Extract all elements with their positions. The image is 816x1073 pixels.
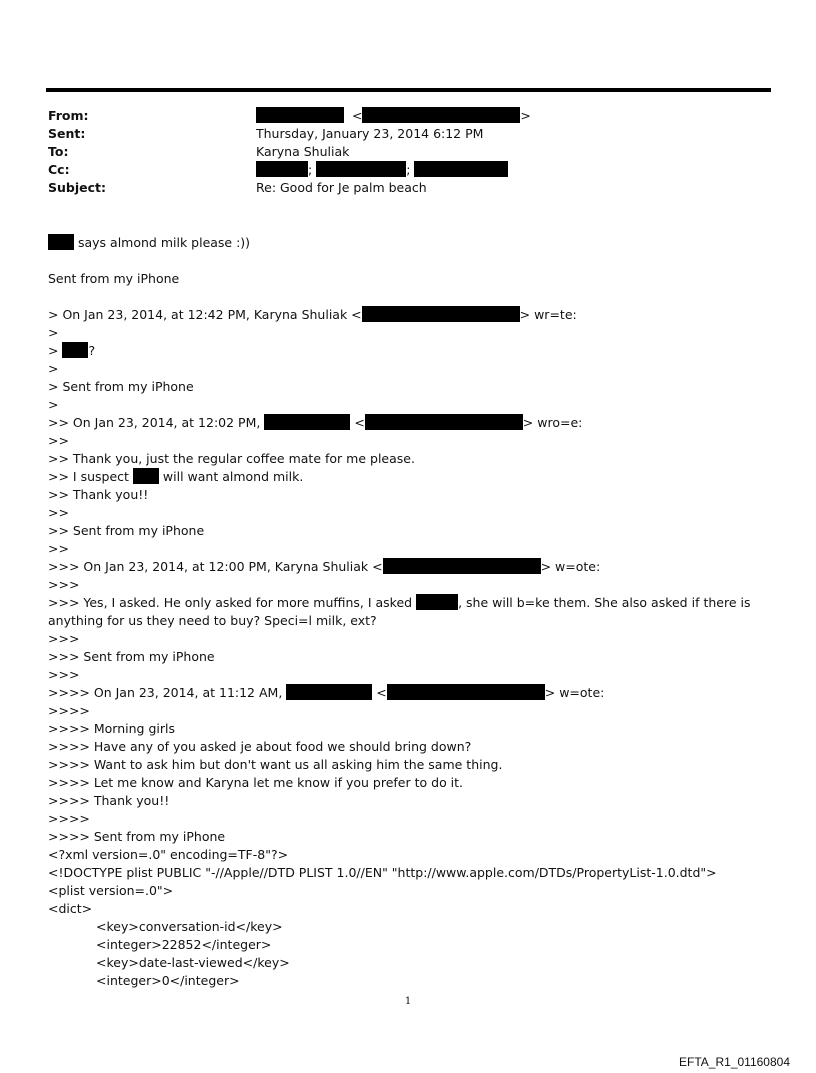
body-line: >>>> Sent from my iPhone: [48, 829, 226, 844]
body-line: >>>> On Jan 23, 2014, at 11:12 AM, < > w=ote:: [48, 685, 605, 700]
body-line: >>>>: [48, 811, 90, 826]
body-line: >> Thank you, just the regular coffee mate for me please.: [48, 451, 415, 466]
body-line: >: [48, 361, 59, 376]
body-line: <!DOCTYPE plist PUBLIC "-//Apple//DTD PLIST 1.0//EN" "http://www.apple.com/DTDs/PropertyList-1.0.dtd">: [48, 865, 717, 880]
cc-value: ; ;: [256, 161, 508, 179]
body-line: >>> On Jan 23, 2014, at 12:00 PM, Karyna Shuliak < > w=ote:: [48, 559, 601, 574]
redaction: [133, 468, 159, 484]
body-line: <?xml version=.0" encoding=TF-8"?>: [48, 847, 289, 862]
body-line: <key>conversation-id</key>: [96, 919, 283, 934]
body-line: >: [48, 397, 59, 412]
redaction: [316, 161, 406, 177]
redaction: [414, 161, 508, 177]
body-line: >> On Jan 23, 2014, at 12:02 PM, < > wro=e:: [48, 415, 583, 430]
body-line: <dict>: [48, 901, 93, 916]
page-number: 1: [404, 996, 412, 1007]
body-line: <integer>22852</integer>: [96, 937, 272, 952]
body-line: >>> Sent from my iPhone: [48, 649, 215, 664]
sent-label: Sent:: [48, 126, 86, 141]
body-line: >>: [48, 505, 69, 520]
cc-label: Cc:: [48, 162, 70, 177]
redaction: [264, 414, 350, 430]
body-line: >>>> Morning girls: [48, 721, 175, 736]
redaction: [383, 558, 541, 574]
from-value: < >: [256, 107, 531, 125]
subject-value: Re: Good for Je palm beach: [256, 180, 427, 195]
body-line: >>: [48, 541, 69, 556]
body-line: >>>> Let me know and Karyna let me know if you prefer to do it.: [48, 775, 464, 790]
body-line: >>>: [48, 631, 80, 646]
to-value: Karyna Shuliak: [256, 144, 350, 159]
body-line: > On Jan 23, 2014, at 12:42 PM, Karyna Shuliak < > wr=te:: [48, 307, 577, 322]
body-line: says almond milk please :)): [48, 234, 250, 252]
body-paragraph: >>> Yes, I asked. He only asked for more muffins, I asked , she will b=ke them. She also asked if there is anything for us they need to buy? Speci=l milk, ext?: [48, 595, 751, 628]
body-line: >>>> Want to ask him but don't want us all asking him the same thing.: [48, 757, 503, 772]
body-line: >>>: [48, 667, 80, 682]
header-rule: [46, 88, 771, 92]
body-line: >>>> Thank you!!: [48, 793, 170, 808]
redaction: [48, 234, 74, 250]
body-line: <plist version=.0">: [48, 883, 174, 898]
redaction: [256, 107, 344, 123]
redaction: [416, 594, 458, 610]
body-line: >> Thank you!!: [48, 487, 149, 502]
body-line: Sent from my iPhone: [48, 271, 180, 286]
body-line: >> I suspect will want almond milk.: [48, 469, 304, 484]
body-line: <key>date-last-viewed</key>: [96, 955, 290, 970]
body-line: > ?: [48, 343, 96, 358]
redaction: [286, 684, 372, 700]
redaction: [256, 161, 308, 177]
redaction: [387, 684, 545, 700]
sent-value: Thursday, January 23, 2014 6:12 PM: [256, 126, 484, 141]
body-line: >>: [48, 433, 69, 448]
body-line: >>>>: [48, 703, 90, 718]
to-label: To:: [48, 144, 69, 159]
redaction: [362, 107, 520, 123]
body-line: <integer>0</integer>: [96, 973, 240, 988]
subject-label: Subject:: [48, 180, 106, 195]
from-label: From:: [48, 108, 89, 123]
body-line: >> Sent from my iPhone: [48, 523, 205, 538]
document-id-footer: EFTA_R1_01160804: [679, 1055, 790, 1069]
redaction: [365, 414, 523, 430]
redaction: [362, 306, 520, 322]
body-line: >: [48, 325, 59, 340]
body-line: >>>> Have any of you asked je about food we should bring down?: [48, 739, 472, 754]
body-line: >>>: [48, 577, 80, 592]
body-line: > Sent from my iPhone: [48, 379, 194, 394]
redaction: [62, 342, 88, 358]
